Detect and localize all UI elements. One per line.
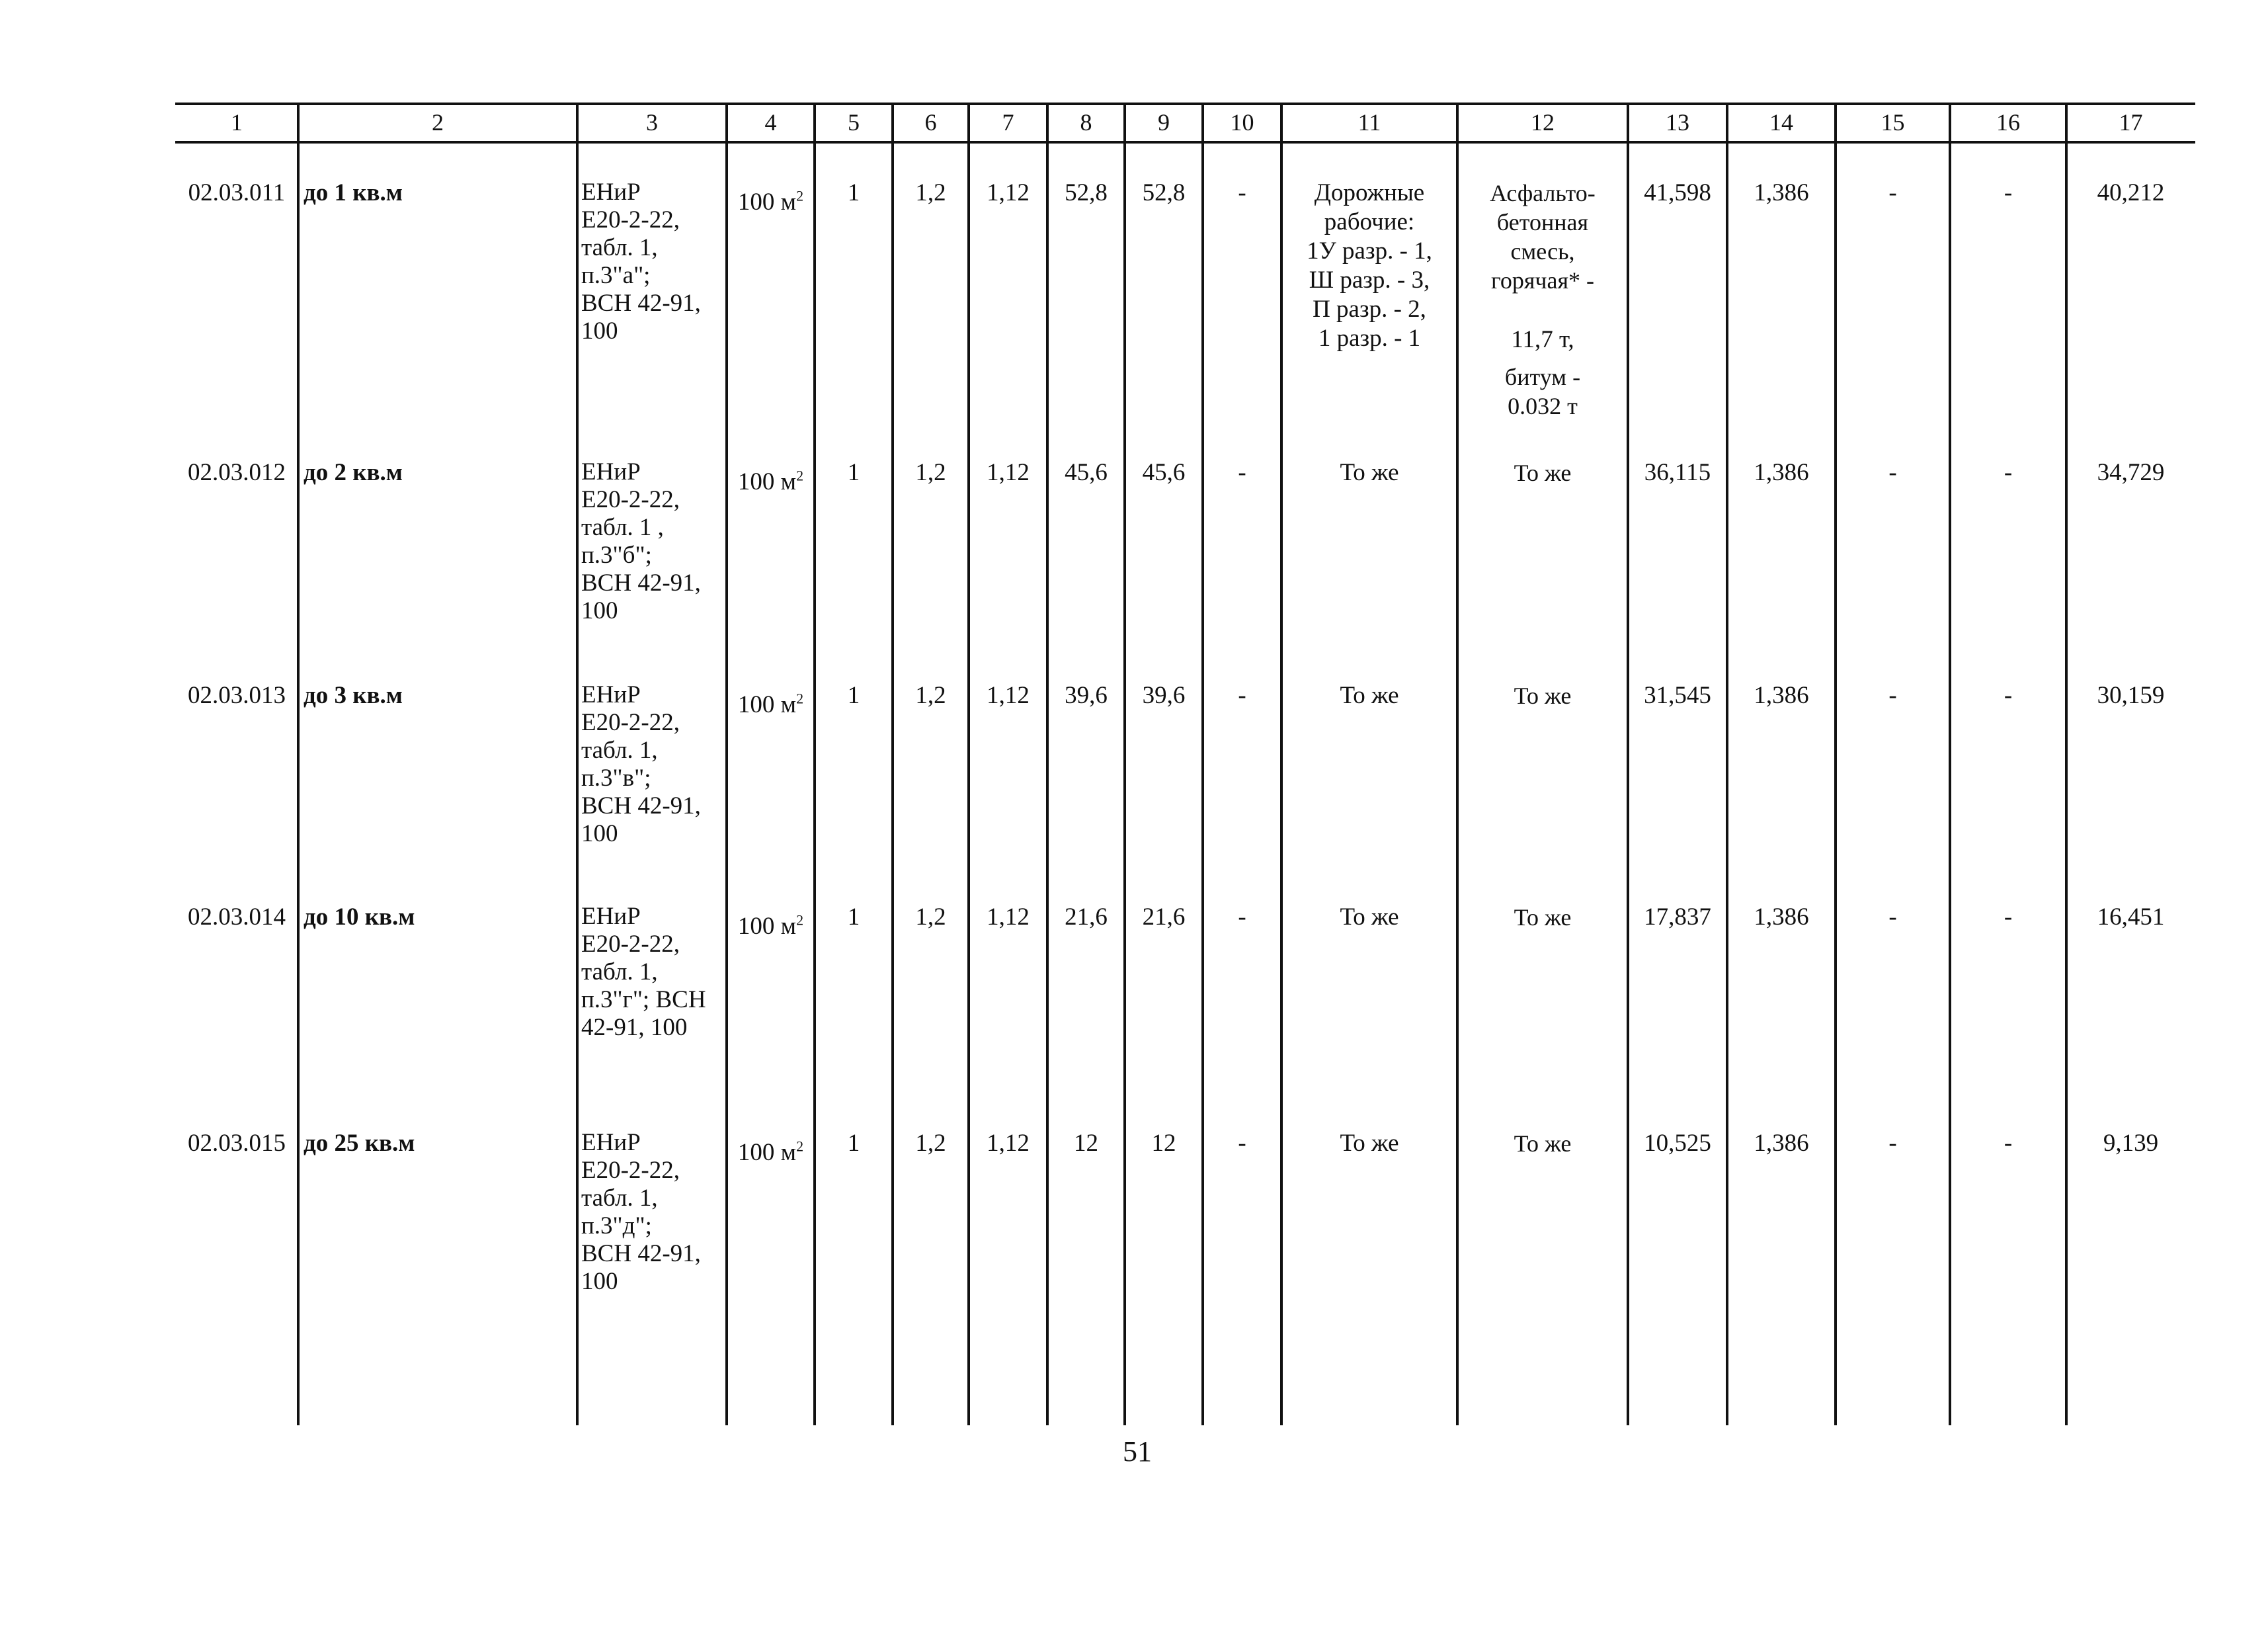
row-description: до 10 кв.м [304,903,415,931]
row-col-16: - [2004,1130,2013,1157]
column-header-10: 10 [1230,109,1254,136]
row-workers: То же [1340,903,1399,931]
column-divider [891,103,894,1425]
column-header-13: 13 [1666,109,1689,136]
row-workers: Дорожные рабочие: 1У разр. - 1, Ш разр. - 3, П разр. - 2, 1 разр. - 1 [1307,179,1432,352]
row-unit-superscript: 2 [796,911,804,929]
row-col-7: 1,12 [987,459,1030,486]
row-unit-superscript: 2 [796,467,804,484]
row-unit-text: 100 м [737,468,797,495]
column-divider [813,103,816,1425]
column-header-16: 16 [1996,109,2020,136]
column-header-4: 4 [764,109,777,136]
row-description: до 1 кв.м [304,179,403,206]
row-description: до 2 кв.м [304,459,403,486]
row-code: 02.03.015 [188,1130,286,1157]
row-col-10: - [1238,179,1246,206]
column-header-17: 17 [2119,109,2143,136]
row-col-8: 45,6 [1065,459,1108,486]
row-col-15: - [1888,1130,1897,1157]
row-reference: ЕНиР Е20-2-22, табл. 1, п.3"д"; ВСН 42-91, 100 [581,1129,701,1295]
row-col-8: 52,8 [1065,179,1108,206]
row-col-9: 52,8 [1142,179,1186,206]
row-unit-superscript: 2 [796,187,804,204]
row-unit [727,690,815,720]
column-header-11: 11 [1357,109,1381,136]
row-col-5: 1 [847,903,860,931]
header-bottom-rule [175,141,2195,144]
row-col-16: - [2004,179,2013,206]
row-workers: То же [1340,459,1399,486]
row-unit [727,912,815,941]
row-col-17: 30,159 [2097,682,2165,709]
row-unit-text: 100 м [737,1139,797,1166]
row-unit [727,1138,815,1167]
column-header-14: 14 [1769,109,1793,136]
table-top-rule [175,103,2195,105]
row-col-9: 21,6 [1142,903,1186,931]
row-col-9: 12 [1151,1130,1176,1157]
row-materials-qty: 11,7 т, [1511,326,1574,353]
row-col-5: 1 [847,1130,860,1157]
row-col-7: 1,12 [987,903,1030,931]
row-materials: То же [1514,904,1572,931]
row-col-13: 10,525 [1644,1130,1711,1157]
row-materials-bitumen: битум - 0.032 т [1504,364,1581,419]
row-col-17: 34,729 [2097,459,2165,486]
row-col-15: - [1888,903,1897,931]
row-col-15: - [1888,459,1897,486]
row-col-13: 41,598 [1644,179,1711,206]
row-reference: ЕНиР Е20-2-22, табл. 1 , п.3"б"; ВСН 42-91, 100 [581,458,701,624]
row-col-14: 1,386 [1754,1130,1809,1157]
column-divider [1046,103,1049,1425]
row-unit-text: 100 м [737,913,797,940]
row-col-9: 45,6 [1142,459,1186,486]
row-col-10: - [1238,459,1246,486]
row-col-6: 1,2 [915,179,946,206]
column-header-6: 6 [924,109,937,136]
column-divider [576,103,579,1425]
row-materials: То же [1514,460,1572,486]
row-col-6: 1,2 [915,682,946,709]
row-col-8: 39,6 [1065,682,1108,709]
row-col-14: 1,386 [1754,459,1809,486]
row-col-14: 1,386 [1754,682,1809,709]
row-description: до 25 кв.м [304,1130,415,1157]
row-col-5: 1 [847,682,860,709]
column-header-7: 7 [1002,109,1014,136]
row-col-14: 1,386 [1754,179,1809,206]
row-col-17: 16,451 [2097,903,2165,931]
column-header-15: 15 [1881,109,1905,136]
row-col-10: - [1238,682,1246,709]
column-divider [1627,103,1629,1425]
row-col-6: 1,2 [915,459,946,486]
column-divider [2065,103,2068,1425]
row-col-6: 1,2 [915,1130,946,1157]
row-col-5: 1 [847,179,860,206]
row-col-13: 17,837 [1644,903,1711,931]
row-col-8: 12 [1074,1130,1098,1157]
column-divider [1834,103,1837,1425]
column-divider [1726,103,1728,1425]
column-header-8: 8 [1080,109,1092,136]
row-col-16: - [2004,903,2013,931]
column-divider [1201,103,1204,1425]
row-col-7: 1,12 [987,1130,1030,1157]
row-materials: То же [1514,683,1572,709]
row-unit-text: 100 м [737,188,797,216]
row-col-13: 31,545 [1644,682,1711,709]
row-code: 02.03.014 [188,903,286,931]
row-code: 02.03.013 [188,682,286,709]
column-header-12: 12 [1531,109,1555,136]
row-unit [727,468,815,497]
row-unit-superscript: 2 [796,690,804,707]
row-col-15: - [1888,682,1897,709]
column-header-3: 3 [646,109,658,136]
column-header-2: 2 [432,109,444,136]
column-divider [1949,103,1951,1425]
row-reference: ЕНиР Е20-2-22, табл. 1, п.3"а"; ВСН 42-91, 100 [581,179,701,345]
row-col-7: 1,12 [987,682,1030,709]
row-unit [727,188,815,217]
column-divider [297,103,300,1425]
row-materials: То же [1514,1130,1572,1157]
row-col-13: 36,115 [1644,459,1711,486]
row-description: до 3 кв.м [304,682,403,709]
column-header-1: 1 [231,109,243,136]
row-col-14: 1,386 [1754,903,1809,931]
row-col-5: 1 [847,459,860,486]
row-col-17: 40,212 [2097,179,2165,206]
column-divider [967,103,970,1425]
row-col-17: 9,139 [2103,1130,2159,1157]
row-workers: То же [1340,682,1399,709]
row-code: 02.03.011 [188,179,286,206]
row-materials: Асфальто- бетонная смесь, горячая* - [1490,180,1596,294]
row-col-15: - [1888,179,1897,206]
row-col-16: - [2004,682,2013,709]
page-number: 51 [1123,1435,1152,1468]
row-col-16: - [2004,459,2013,486]
row-col-9: 39,6 [1142,682,1186,709]
row-code: 02.03.012 [188,459,286,486]
row-workers: То же [1340,1130,1399,1157]
row-col-10: - [1238,1130,1246,1157]
row-unit-superscript: 2 [796,1138,804,1155]
column-divider [1123,103,1126,1425]
column-header-5: 5 [848,109,860,136]
row-col-8: 21,6 [1065,903,1108,931]
row-col-7: 1,12 [987,179,1030,206]
row-reference: ЕНиР Е20-2-22, табл. 1, п.3"г"; ВСН 42-91, 100 [581,903,706,1041]
row-col-6: 1,2 [915,903,946,931]
row-col-10: - [1238,903,1246,931]
row-unit-text: 100 м [737,691,797,718]
column-header-9: 9 [1158,109,1170,136]
row-reference: ЕНиР Е20-2-22, табл. 1, п.3"в"; ВСН 42-91, 100 [581,681,701,847]
